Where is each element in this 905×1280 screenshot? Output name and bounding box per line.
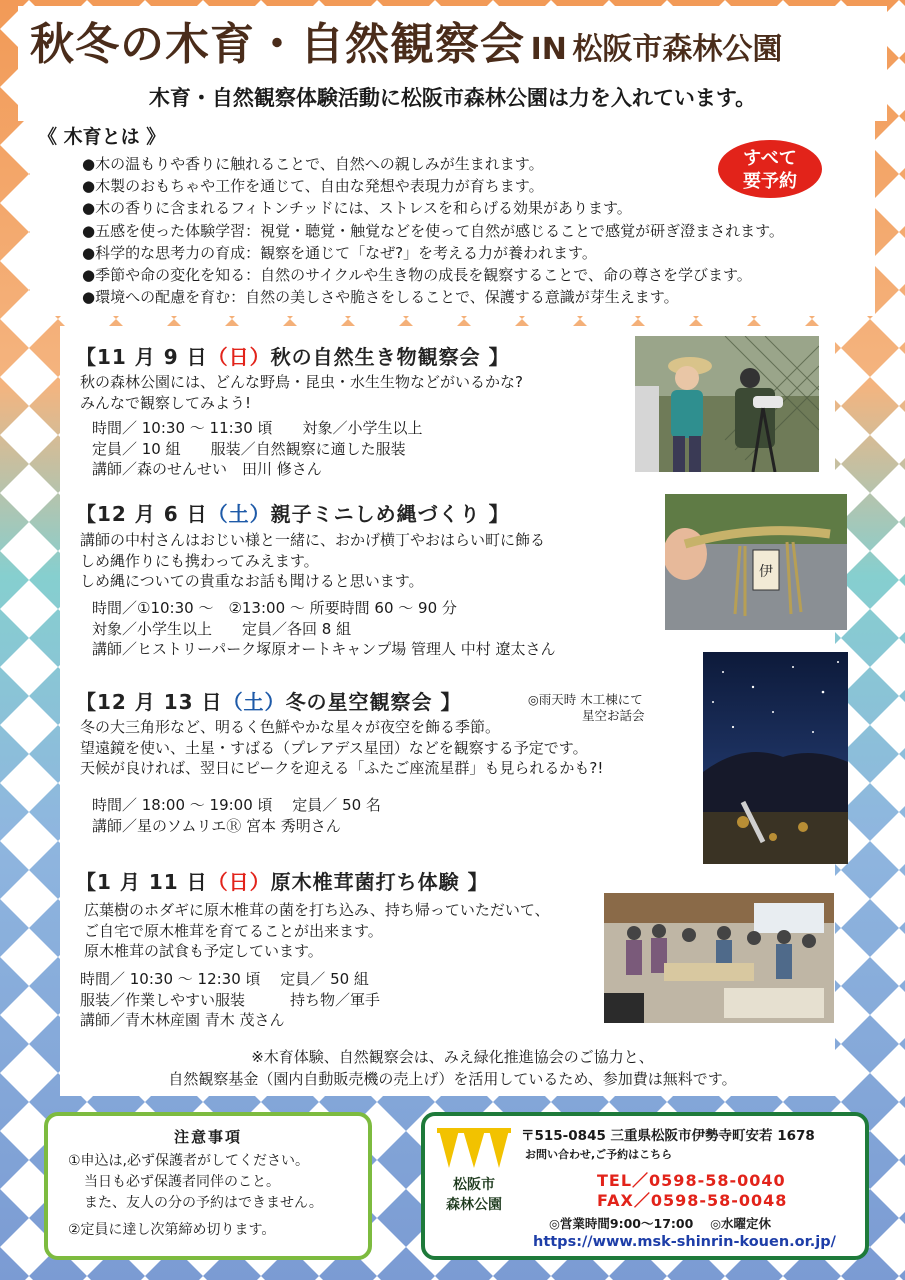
event-name: 冬の星空観察会 】 <box>285 690 462 714</box>
desc-line: 天候が良ければ、翌日にピークを迎える「ふたご座流星群」も見られるかも?! <box>80 759 604 777</box>
shiitake-workshop-photo <box>604 893 834 1023</box>
detail-line: 定員／ 10 組 服装／自然観察に適した服装 <box>92 439 406 458</box>
event-title <box>76 341 510 370</box>
starry-sky-photo <box>703 652 848 864</box>
desc-line: 秋の森林公園には、どんな野鳥・昆虫・水生生物などがいるかな? <box>80 373 523 391</box>
desc-line: 講師の中村さんはおじい様と一緒に、おかげ横丁やおはらい町に飾る <box>80 531 546 549</box>
note-line: 自然観察基金（園内自動販売機の売上げ）を活用しているため、参加費は無料です。 <box>168 1070 737 1088</box>
detail-line: 講師／森のせんせい 田川 修さん <box>92 460 322 478</box>
event-date: 1 月 11 日 <box>97 870 208 894</box>
badge-line: 要予約 <box>743 171 797 192</box>
svg-text:伊: 伊 <box>759 564 773 580</box>
page-title <box>30 8 890 68</box>
event-day: （土） <box>207 502 271 526</box>
business-hours: ◎営業時間9:00～17:00 ◎水曜定休 <box>549 1216 772 1231</box>
event-day: （土） <box>222 690 286 714</box>
desc-line: しめ縄についての貴重なお話も聞けると思います。 <box>80 572 424 590</box>
notice-line: 当日も必ず保護者同伴のこと。 <box>84 1174 280 1190</box>
event-day: （日） <box>207 345 271 369</box>
note-line: ◎雨天時 木工棟にて <box>527 692 643 707</box>
event-description <box>80 372 523 413</box>
event-date: 12 月 6 日 <box>97 502 208 526</box>
detail-line: 講師／星のソムリエⓇ 宮本 秀明さん <box>92 816 341 835</box>
event-title <box>76 498 510 527</box>
event-details <box>92 795 381 836</box>
notice-box <box>44 1112 372 1260</box>
fax-number: FAX／0598-58-0048 <box>597 1191 788 1210</box>
event-description <box>84 900 550 962</box>
note-line: 星空お話会 <box>582 708 645 723</box>
website-link[interactable]: https://www.msk-shinrin-kouen.or.jp/ <box>533 1234 836 1250</box>
desc-line: 冬の大三角形など、明るく色鮮やかな星々が夜空を飾る季節。 <box>80 718 501 736</box>
park-logo <box>437 1128 511 1214</box>
notice-heading: 注意事項 <box>173 1128 242 1146</box>
logo-text: 松阪市 <box>453 1177 495 1193</box>
event-description <box>80 530 545 592</box>
bullet-item: ●木製のおもちゃや工作を通じて、自由な発想や表現力が育ちます。 <box>82 177 544 196</box>
address: 〒515-0845 三重県松阪市伊勢寺町安若 1678 <box>521 1128 815 1144</box>
desc-line: みんなで観察してみよう! <box>80 393 252 412</box>
desc-line: 望遠鏡を使い、土星・すばる（プレアデス星団）などを観察する予定です。 <box>80 738 588 757</box>
bullet-item: ●科学的な思考力の育成：観察を通じて「なぜ?」を考える力が養われます。 <box>82 243 597 262</box>
detail-line: 時間／ 10:30 ～ 11:30 頃 対象／小学生以上 <box>92 419 423 437</box>
bullet-item: ●季節や命の変化を知る：自然のサイクルや生き物の成長を観察することで、命の尊さを学びます。 <box>82 266 752 285</box>
desc-line: ご自宅で原木椎茸を育てることが出来ます。 <box>84 921 383 940</box>
event-name: 親子ミニしめ縄づくり 】 <box>270 502 510 526</box>
event-title <box>76 866 489 895</box>
event-date: 12 月 13 日 <box>97 690 223 714</box>
detail-line: 時間／ 10:30 ～ 12:30 頃 定員／ 50 組 <box>80 970 369 988</box>
event-title <box>76 686 462 715</box>
shimenawa-photo <box>665 494 847 630</box>
note-line: ※木育体験、自然観察会は、みえ緑化推進協会のご協力と、 <box>251 1048 654 1066</box>
trees-logo-icon <box>437 1128 511 1170</box>
bracket: 【 <box>76 345 97 369</box>
event-description <box>80 717 603 779</box>
bracket: 【 <box>76 870 97 894</box>
title-in: IN <box>530 32 567 67</box>
desc-line: 原木椎茸の試食も予定しています。 <box>84 942 323 960</box>
event-name: 秋の自然生き物観察会 】 <box>270 345 510 369</box>
inquiry-label: お問い合わせ,ご予約はこちら <box>525 1148 673 1161</box>
detail-line: 服装／作業しやすい服装 持ち物／軍手 <box>80 990 381 1009</box>
badge-line: すべて <box>743 148 797 169</box>
event-details <box>80 969 380 1031</box>
detail-line: 時間／ 18:00 ～ 19:00 頃 定員／ 50 名 <box>92 796 381 814</box>
bullet-item: ●環境への配慮を育む：自然の美しさや脆さをしることで、保護する意識が芽生えます。 <box>82 288 679 307</box>
notice-line: また、友人の分の予約はできません。 <box>84 1195 323 1211</box>
detail-line: 対象／小学生以上 定員／各回 8 組 <box>92 619 352 638</box>
notice-line: ①申込は,必ず保護者がしてください。 <box>68 1153 309 1169</box>
event-name: 原木椎茸菌打ち体験 】 <box>270 870 489 894</box>
notice-line: ②定員に達し次第締め切ります。 <box>68 1222 276 1238</box>
title-main: 秋冬の木育・自然観察会 <box>30 19 525 70</box>
logo-text: 森林公園 <box>446 1197 502 1213</box>
mokuiku-bullets <box>82 153 784 308</box>
page-subtitle: 木育・自然観察体験活動に松阪市森林公園は力を入れています。 <box>148 86 757 110</box>
bullet-item: ●木の温もりや香りに触れることで、自然への親しみが生まれます。 <box>82 155 544 173</box>
detail-line: 講師／ヒストリーパーク塚原オートキャンプ場 管理人 中村 遼太さん <box>92 640 556 658</box>
contact-box <box>421 1112 869 1260</box>
event-day: （日） <box>207 870 271 894</box>
detail-line: 時間／①10:30 ～ ②13:00 ～ 所要時間 60 ～ 90 分 <box>92 599 457 617</box>
bullet-item: ●五感を使った体験学習：視覚・聴覚・触覚などを使って自然が感じることで感覚が研ぎ澄まされます。 <box>82 221 784 240</box>
title-place: 松阪市森林公園 <box>572 32 783 67</box>
tel-number[interactable]: TEL／0598-58-0040 <box>597 1171 786 1190</box>
mokuiku-heading: 《 木育とは 》 <box>38 126 166 148</box>
funding-note <box>0 1046 905 1090</box>
event-date: 11 月 9 日 <box>97 345 208 369</box>
detail-line: 講師／青木林産園 青木 茂さん <box>80 1011 285 1029</box>
bracket: 【 <box>76 502 97 526</box>
desc-line: 広葉樹のホダギに原木椎茸の菌を打ち込み、持ち帰っていただいて、 <box>84 901 550 919</box>
event-details <box>92 418 423 480</box>
bullet-item: ●木の香りに含まれるフィトンチッドには、ストレスを和らげる効果があります。 <box>82 199 632 218</box>
event-details <box>92 598 556 660</box>
bracket: 【 <box>76 690 97 714</box>
birdwatching-photo <box>635 336 819 472</box>
desc-line: しめ縄作りにも携わってみえます。 <box>80 551 319 570</box>
